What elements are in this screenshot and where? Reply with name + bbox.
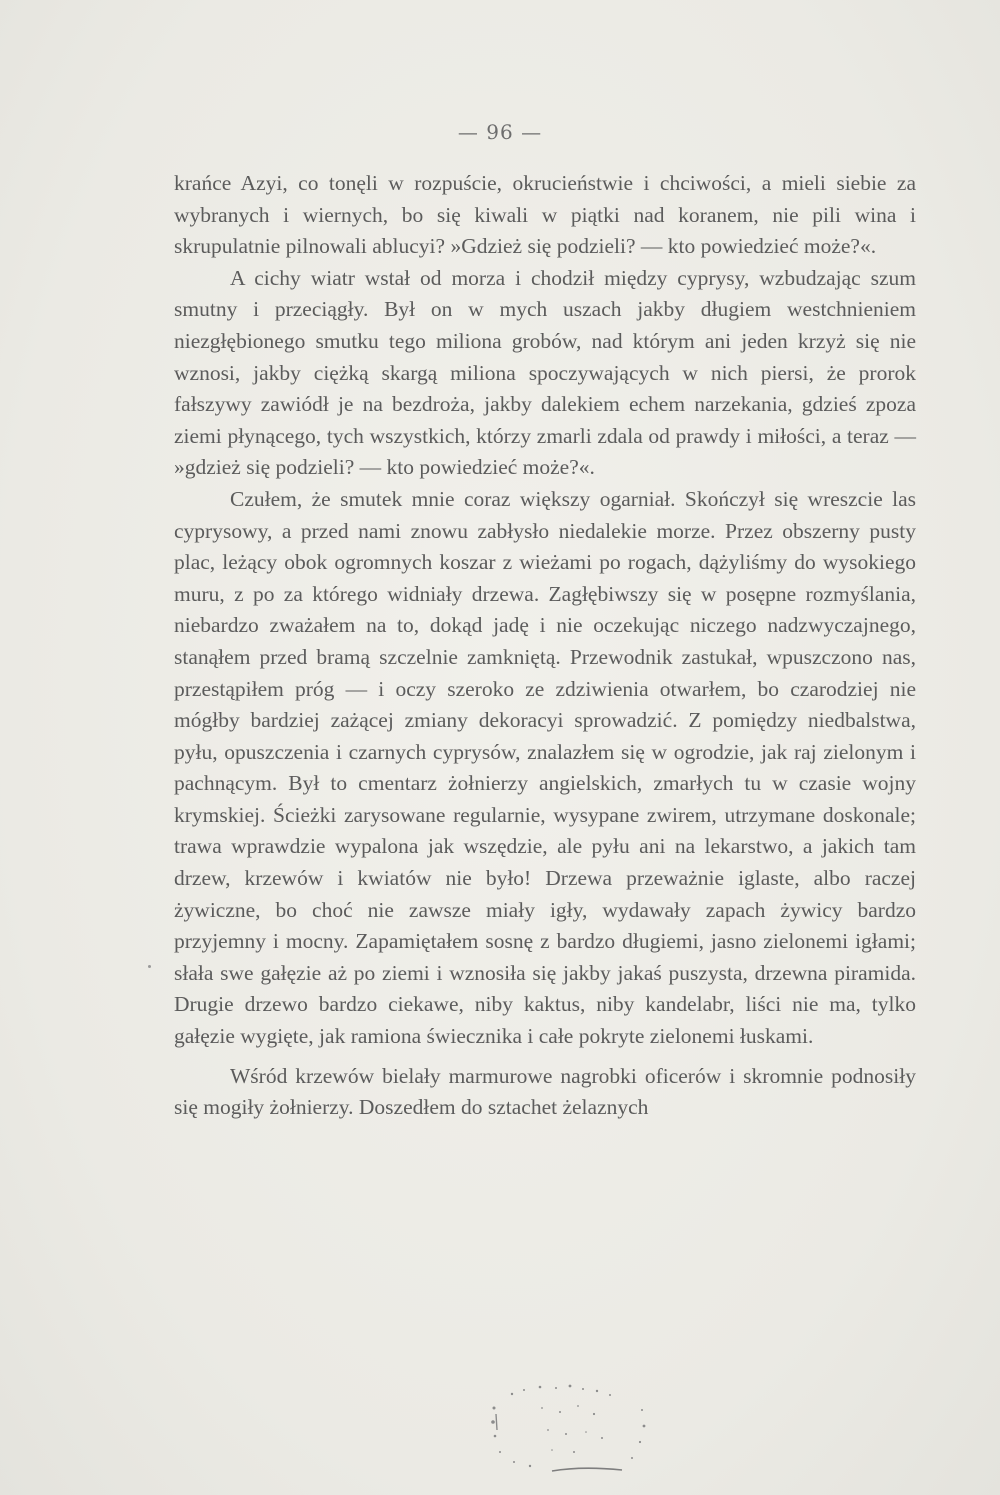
paragraph-2: A cichy wiatr wstał od morza i chodził między cyprysy, wzbudzając szum smutny i przeciągły. Był on w mych uszach jakby długiem westchnieniem niezgłębionego smutku tego miliona grobów, nad którym ani jeden krzyż się nie wznosi, jakby ciężką skargą miliona spoczywających w nich piersi, że prorok fałszywy zawiódł je na bezdroża, jakby dalekiem echem narzekania, gdzieś zpoza ziemi płynącego, tych wszystkich, którzy zmarli zdala od prawdy i miłości, a teraz — »gdzież się podzieli? — kto powiedzieć może?«.	[174, 265, 916, 480]
paragraph-1: krańce Azyi, co tonęli w rozpuście, okrucieństwie i chciwości, a mieli siebie za wybranych i wiernych, bo się kiwali w piątki nad koranem, nie pili wina i skrupulatnie pilnowali ablucyi? »Gdzież się podzieli? — kto powiedzieć może?«.	[174, 171, 916, 259]
library-stamp	[482, 1378, 652, 1478]
body-text	[174, 168, 916, 1124]
paper-speck	[148, 965, 151, 968]
paragraph-4: Wśród krzewów bielały marmurowe nagrobki oficerów i skromnie podnosiły się mogiły żołnierzy. Doszedłem do sztachet żelaznych	[174, 1063, 916, 1120]
page-number: — 96 —	[457, 120, 543, 144]
paragraph-3: Czułem, że smutek mnie coraz większy ogarniał. Skończył się wreszcie las cyprysowy, a przed nami znowu zabłysło niedalekie morze. Przez obszerny pusty plac, leżący obok ogromnych koszar z wieżami po rogach, dążyliśmy do wysokiego muru, z po za którego widniały drzewa. Zagłębiwszy się w posępne rozmyślania, niebardzo zważałem na to, dokąd jadę i nie oczekując niczego nadzwyczajnego, stanąłem przed bramą szczelnie zamkniętą. Przewodnik zastukał, wpuszczono nas, przestąpiłem próg — i oczy szeroko ze zdziwienia otwarłem, bo czarodziej nie mógłby bardziej zażącej zmiany dekoracyi sprowadzić. Z pomiędzy niedbalstwa, pyłu, opuszczenia i czarnych cyprysów, znalazłem się w ogrodzie, jak raj zielonym i pachnącym. Był to cmentarz żołnierzy angielskich, zmarłych tu w czasie wojny krymskiej. Ścieżki zarysowane regularnie, wysypane zwirem, utrzymane doskonale; trawa wprawdzie wypalona jak wszędzie, ale pyłu ani na lekarstwo, a jakich tam drzew, krzewów i kwiatów nie było! Drzewa przeważnie iglaste, albo raczej żywiczne, bo choć nie zawsze miały igły, wydawały zapach żywicy bardzo przyjemny i mocny. Zapamiętałem sosnę z bardzo długiemi, jasno zielonemi igłami; słała swe gałęzie aż po ziemi i wznosiła się jakby jakaś puszysta, drzewna piramida. Drugie drzewo bardzo ciekawe, niby kaktus, niby kandelabr, liści nie ma, tylko gałęzie wygięte, jak ramiona świecznika i całe pokryte zielonemi łuskami.	[174, 486, 916, 1049]
